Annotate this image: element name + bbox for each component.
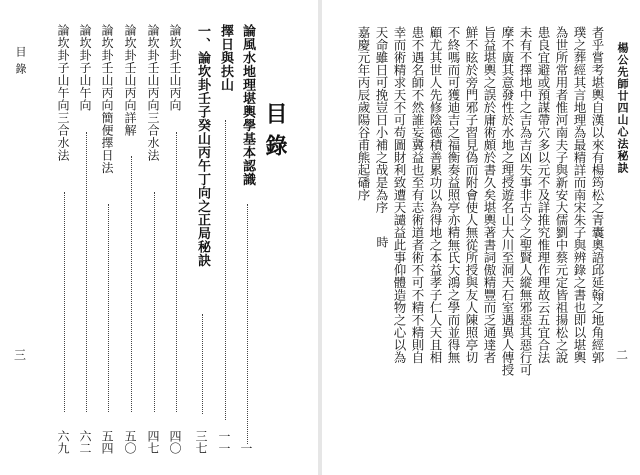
- toc-leader: [154, 192, 155, 412]
- toc-entry-page: 六二: [78, 430, 92, 454]
- toc-entry-page: 三七: [194, 430, 208, 454]
- page-number-left: 三: [14, 348, 27, 362]
- preface-column: 患不遇名師不然誰妄冀益也至有志術道者術不可不精不精則自: [410, 26, 425, 364]
- toc-entry-title: 論坎卦壬山丙向: [168, 24, 182, 112]
- toc-leader: [225, 120, 226, 420]
- toc-entry-title: 論坎卦壬山丙向簡便擇日法: [100, 24, 114, 174]
- toc-entry-title: 論坎卦壬山丙向詳解: [123, 24, 137, 137]
- toc-entry[interactable]: [55, 24, 73, 454]
- toc-leader: [176, 132, 177, 412]
- preface-column: 不終嗎而可獲迪吉之福衡奏益照亭亦精無氏大鴻之學而並得無: [446, 26, 461, 364]
- preface-column: 鮮不眩於旁門邪子習見偽而附會使人無從所授與友人陳照亭切: [464, 26, 479, 364]
- toc-leader: [131, 156, 132, 412]
- toc-entry-page: 一一: [217, 430, 231, 454]
- side-label: 目錄: [14, 46, 27, 80]
- toc-entry-page: 四〇: [168, 430, 182, 454]
- toc-entry-title: 論坎卦子山午向: [78, 24, 92, 112]
- preface-column: 摩不廣其意發性於水地之理授遊名山大川至洞天石室遇異人傳授: [500, 26, 515, 376]
- toc-entry[interactable]: [122, 24, 140, 454]
- toc-entry[interactable]: [193, 24, 211, 454]
- toc-entry-title: 論風水地理堪輿學基本認識: [240, 24, 255, 186]
- toc-entry[interactable]: [216, 24, 234, 454]
- toc-leader: [247, 204, 248, 444]
- preface-column: 為世所常用者惟河南夫子與新安大儒劉中蔡元定皆祖揚松之說: [554, 26, 569, 364]
- right-page: [322, 0, 640, 475]
- preface-signature: 時: [375, 236, 389, 248]
- toc-entry-page: 一: [239, 442, 253, 454]
- toc-leader: [202, 314, 203, 414]
- toc-entry[interactable]: [77, 24, 95, 454]
- preface-date-line: 嘉慶元年丙辰歲陽谷甫熊起磻序: [356, 26, 371, 201]
- toc-entry[interactable]: [238, 24, 256, 454]
- toc-entry-page: 五四: [100, 430, 114, 454]
- toc-entry-title: 論坎卦子山午向三合水法: [56, 24, 70, 162]
- preface-column: 者乎嘗考堪輿自漢以來有楊筠松之青囊奧語邱延翰之地角經郭: [590, 26, 605, 364]
- toc-leader: [64, 192, 65, 412]
- toc-entry-page: 五〇: [123, 430, 137, 454]
- page-number-right: 二: [615, 348, 628, 362]
- toc-leader: [108, 204, 109, 412]
- toc-leader: [86, 132, 87, 412]
- preface-column: 幸而術精求天不可苟圖財利致遭天譴益此事仰體造物之心以為: [392, 26, 407, 364]
- toc-entry-title: 擇日與扶山: [218, 24, 233, 92]
- preface-column: 顧尤其世人先修陰德積善累功以為得地之本益孝子仁人天且相: [428, 26, 443, 364]
- preface-column: 璞之葬經其言地理為最精詳而南宋朱子與辨錄之書也即以堪輿: [572, 26, 587, 364]
- left-page: [0, 0, 318, 475]
- toc-heading: 目錄: [262, 102, 288, 166]
- book-title: 楊公先師廿四山心法秘訣: [616, 42, 629, 174]
- preface-column: 患良宜避或預謀帶穴多以元不及詳推究惟理作理故云五宜合法: [536, 26, 551, 364]
- toc-entry[interactable]: [145, 24, 163, 454]
- toc-entry-title: 論坎卦壬山丙向三合水法: [146, 24, 160, 162]
- toc-entry-page: 四七: [146, 430, 160, 454]
- toc-entry-page: 六九: [56, 430, 70, 454]
- toc-entry[interactable]: [99, 24, 117, 454]
- toc-entry-title: 一、論坎卦壬子癸山丙午丁向之正局秘訣: [195, 24, 210, 267]
- toc-entry[interactable]: [167, 24, 185, 454]
- preface-column: 旨益堪輿之誤於庸術頗於書久矣堪輿著書詞傲精豐而乏通達者: [482, 26, 497, 364]
- preface-column: 天命雖日可挽豈日小補之哉是為序: [374, 26, 389, 214]
- preface-column: 未有不擇地中之吉為吉凶失事非古今之聖賢人縱無邪惡其惡行可: [518, 26, 533, 376]
